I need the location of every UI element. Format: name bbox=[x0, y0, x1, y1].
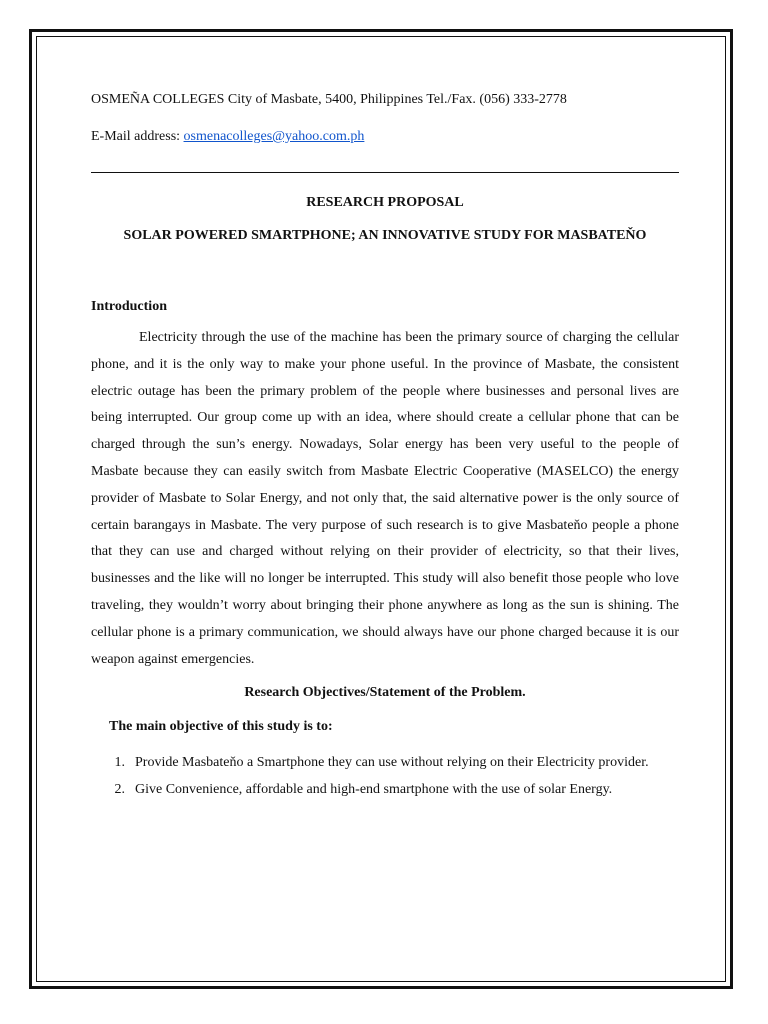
document-type: RESEARCH PROPOSAL bbox=[306, 195, 464, 210]
email-label: E-Mail address: bbox=[91, 129, 184, 144]
list-item-text: Provide Masbateňo a Smartphone they can use without relying on their Electricity provider. bbox=[135, 755, 649, 771]
list-item bbox=[91, 750, 679, 777]
header-divider bbox=[91, 172, 679, 173]
objectives-heading: Research Objectives/Statement of the Problem. bbox=[244, 685, 526, 701]
introduction-heading: Introduction bbox=[91, 299, 167, 314]
institution-line: OSMEÑA COLLEGES City of Masbate, 5400, Philippines Tel./Fax. (056) 333-2778 bbox=[91, 92, 567, 107]
document-body bbox=[91, 90, 679, 803]
objectives-list bbox=[91, 750, 679, 803]
list-item-number: 1. bbox=[114, 755, 125, 771]
introduction-paragraph: Electricity through the use of the machine has been the primary source of charging the cellular phone, and it is the only way to make your phone useful. In the province of Masbate, the consistent electric outage has been the primary problem of the people where businesses and personal lives are being interrupted. Our group come up with an idea, where should create a cellular phone that can be charged through the sun’s energy. Nowadays, Solar energy has been very useful to the people of Masbate because they can easily switch from Masbate Electric Cooperative (MASELCO) the energy provider of Masbate to Solar Energy, and not only that, the said alternative power is the only source of certain barangays in Masbate. The very purpose of such research is to give Masbateňo people a phone that they can use and charged without relying on their provider of electricity, so that their lives, businesses and the like will no longer be interrupted. This study will also benefit those people who love traveling, they wouldn’t worry about bringing their phone anywhere as long as the sun is shining. The cellular phone is a primary communication, we should always have our phone charged because it is our weapon against emergencies. bbox=[91, 330, 679, 667]
list-item bbox=[91, 777, 679, 804]
document-title: SOLAR POWERED SMARTPHONE; AN INNOVATIVE STUDY FOR MASBATEŇO bbox=[123, 228, 647, 243]
email-line bbox=[91, 127, 679, 147]
list-item-number: 2. bbox=[114, 781, 125, 797]
objectives-intro: The main objective of this study is to: bbox=[109, 719, 333, 735]
email-link[interactable]: osmenacolleges@yahoo.com.ph bbox=[183, 129, 365, 144]
list-item-text: Give Convenience, affordable and high-end smartphone with the use of solar Energy. bbox=[135, 781, 613, 797]
